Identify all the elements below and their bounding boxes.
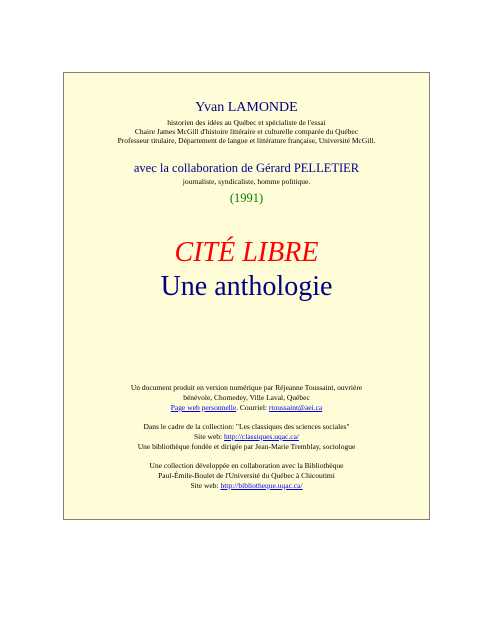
library-line-1: Une collection développée en collaboration avec la Bibliothèque [149,461,344,470]
classiques-site-link[interactable]: http://classiques.uqac.ca/ [224,432,299,441]
credits-line-2: bénévole, Chomedey, Ville Laval, Québec [183,393,310,402]
library-line-3 [64,481,429,491]
courriel-label: . Courriel: [236,403,269,412]
collection-site-label: Site web: [194,432,224,441]
email-link[interactable]: rtoussaint@aei.ca [268,403,323,412]
collection-line-3: Une bibliothèque fondée et dirigée par Jean-Marie Tremblay, sociologue [137,442,356,451]
collaboration-line: avec la collaboration de Gérard PELLETIER [133,161,360,175]
book-subtitle: Une anthologie [160,271,333,302]
library-site-label: Site web: [190,481,221,490]
book-title: CITÉ LIBRE [174,237,319,268]
bibliotheque-site-link[interactable]: http://bibliotheque.uqac.ca/ [220,481,303,490]
collection-line-1: Dans le cadre de la collection: "Les classiques des sciences sociales" [143,422,350,431]
author-description-2: Chaire James McGill d'histoire littéraire et culturelle comparée du Québec [134,127,359,136]
credits-line-3 [64,403,429,413]
author-description-3: Professeur titulaire, Département de langue et littérature française, Université McGill. [117,136,376,145]
library-line-2: Paul-Émile-Boulet de l'Université du Québec à Chicoutimi [158,471,335,480]
credits-line-1: Un document produit en version numérique par Réjeanne Toussaint, ouvrière [130,383,363,392]
author-description-1: historien des idées au Québec et spécialiste de l'essai [167,118,326,127]
collaborator-description: journaliste, syndicaliste, homme politique. [182,177,311,186]
collection-line-2 [64,432,429,442]
publication-year: (1991) [229,191,264,205]
cover-page [63,72,430,520]
personal-page-link[interactable]: Page web personnelle [170,403,237,412]
author-name: Yvan LAMONDE [195,100,298,115]
